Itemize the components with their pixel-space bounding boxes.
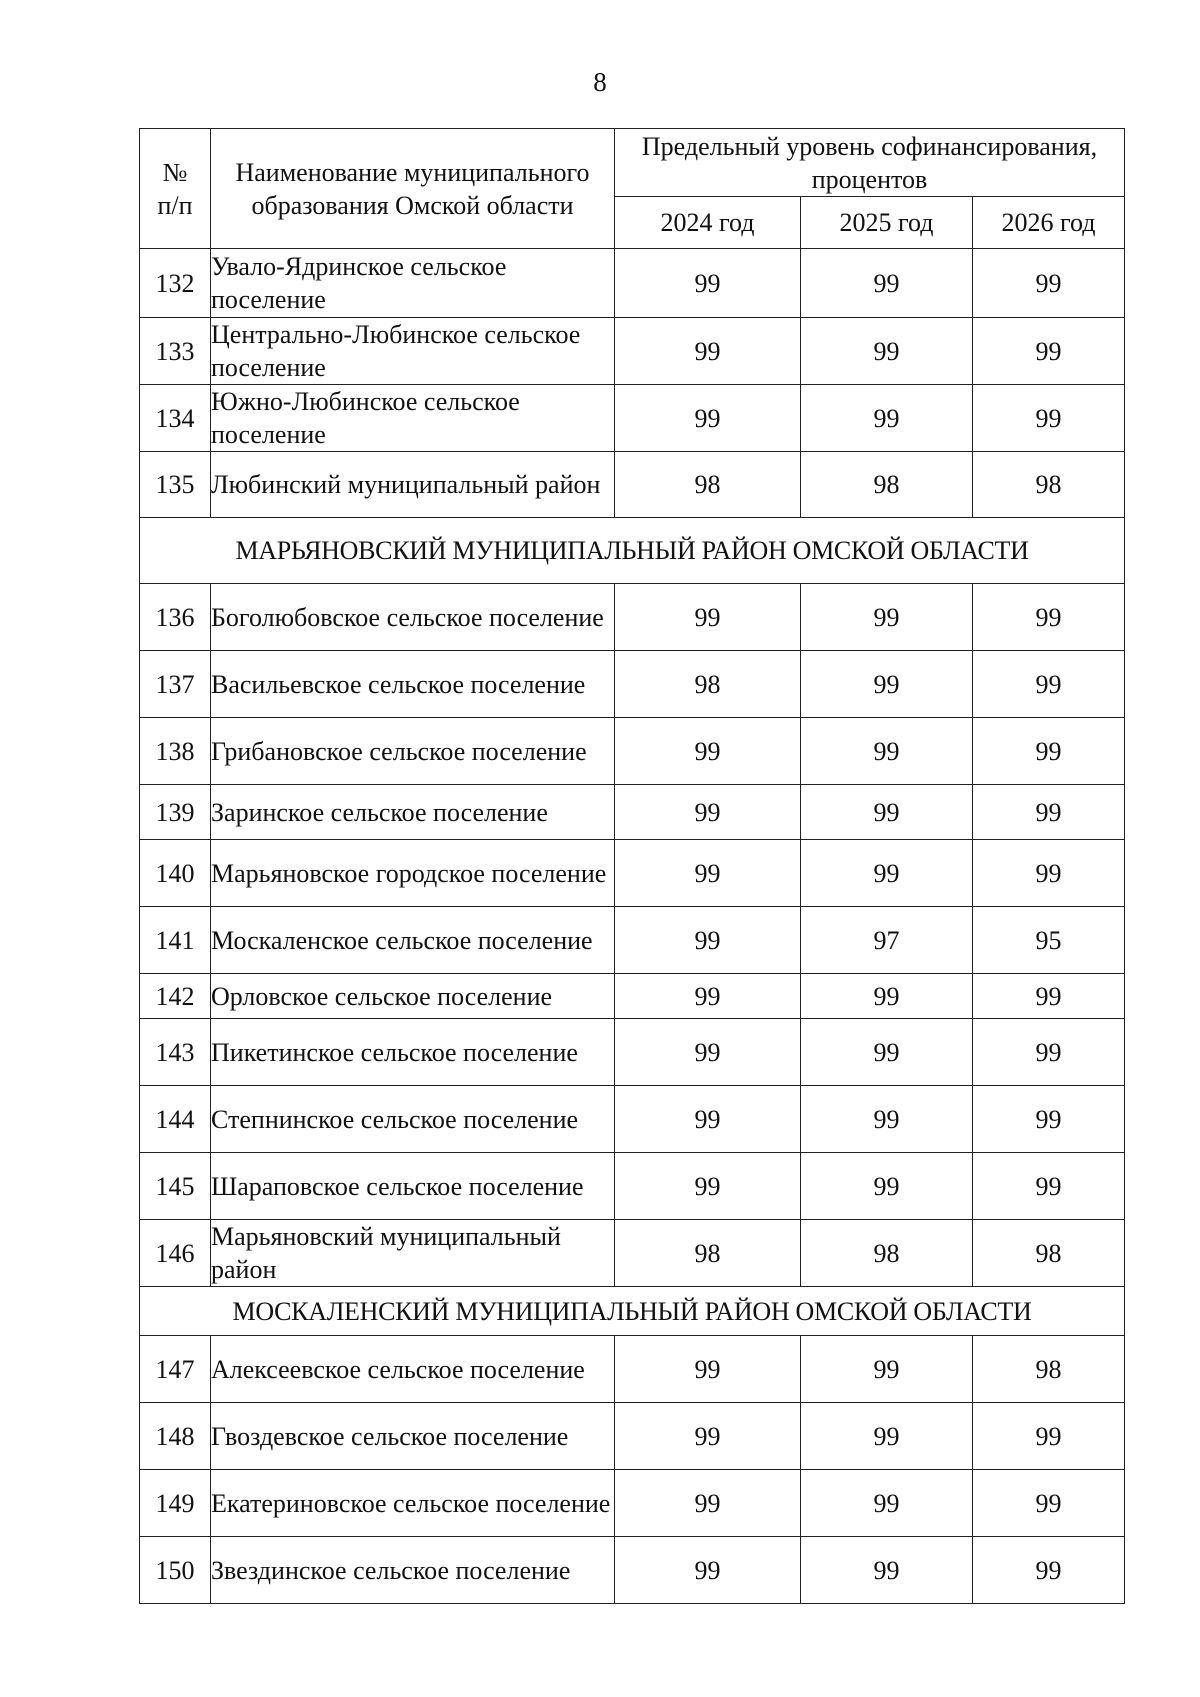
table-row: [140, 318, 1125, 385]
row-value-2025: 99: [801, 1086, 973, 1153]
row-number: 149: [140, 1470, 211, 1537]
section-title-marianovsky: МАРЬЯНОВСКИЙ МУНИЦИПАЛЬНЫЙ РАЙОН ОМСКОЙ ОБЛАСТИ: [140, 518, 1125, 584]
row-municipality-name: Шараповское сельское поселение: [211, 1153, 615, 1220]
cofinancing-table: [139, 128, 1125, 1604]
row-value-2026: 99: [973, 785, 1125, 840]
header-year-2025: 2025 год: [801, 197, 973, 249]
row-number: 134: [140, 385, 211, 452]
row-value-2024: 99: [615, 318, 801, 385]
row-value-2025: 99: [801, 1153, 973, 1220]
row-value-2026: 99: [973, 385, 1125, 452]
row-number: 145: [140, 1153, 211, 1220]
row-municipality-name: Заринское сельское поселение: [211, 785, 615, 840]
row-municipality-name: Екатериновское сельское поселение: [211, 1470, 615, 1537]
row-value-2026: 99: [973, 974, 1125, 1019]
table-row: [140, 1086, 1125, 1153]
row-value-2024: 99: [615, 785, 801, 840]
row-value-2026: 98: [973, 452, 1125, 518]
row-value-2026: 99: [973, 318, 1125, 385]
row-value-2026: 95: [973, 907, 1125, 974]
table-row: [140, 1470, 1125, 1537]
table-row: [140, 385, 1125, 452]
row-value-2024: 99: [615, 840, 801, 907]
row-value-2025: 99: [801, 1403, 973, 1470]
header-number-line1: №: [162, 157, 188, 187]
row-number: 147: [140, 1336, 211, 1403]
row-value-2024: 98: [615, 452, 801, 518]
row-municipality-name: Марьяновский муниципальный район: [211, 1220, 615, 1287]
row-value-2025: 99: [801, 840, 973, 907]
table-row: [140, 452, 1125, 518]
row-value-2024: 99: [615, 1336, 801, 1403]
table-row: [140, 1153, 1125, 1220]
row-value-2025: 99: [801, 1470, 973, 1537]
row-value-2025: 99: [801, 318, 973, 385]
row-value-2024: 99: [615, 1153, 801, 1220]
row-value-2025: 98: [801, 1220, 973, 1287]
table-row: [140, 1537, 1125, 1604]
header-name: Наименование муниципального образования Омской области: [211, 129, 615, 249]
row-number: 138: [140, 718, 211, 785]
row-value-2025: 99: [801, 1537, 973, 1604]
row-number: 135: [140, 452, 211, 518]
table-row: [140, 718, 1125, 785]
row-municipality-name: Гвоздевское сельское поселение: [211, 1403, 615, 1470]
table-row: [140, 840, 1125, 907]
header-year-2026: 2026 год: [973, 197, 1125, 249]
header-cofinancing-group: Предельный уровень софинансирования, процентов: [615, 129, 1125, 197]
table-row: [140, 249, 1125, 318]
row-value-2026: 99: [973, 840, 1125, 907]
row-number: 137: [140, 651, 211, 718]
section-row: [140, 1287, 1125, 1336]
row-municipality-name: Орловское сельское поселение: [211, 974, 615, 1019]
row-value-2026: 99: [973, 1153, 1125, 1220]
table-row: [140, 974, 1125, 1019]
row-value-2026: 99: [973, 1403, 1125, 1470]
row-municipality-name: Степнинское сельское поселение: [211, 1086, 615, 1153]
row-value-2026: 99: [973, 249, 1125, 318]
row-value-2026: 99: [973, 584, 1125, 651]
header-year-2024: 2024 год: [615, 197, 801, 249]
row-value-2025: 97: [801, 907, 973, 974]
row-value-2026: 99: [973, 1537, 1125, 1604]
table-row: [140, 1403, 1125, 1470]
table-row: [140, 651, 1125, 718]
row-number: 150: [140, 1537, 211, 1604]
row-number: 133: [140, 318, 211, 385]
row-value-2024: 98: [615, 651, 801, 718]
row-value-2025: 98: [801, 452, 973, 518]
row-municipality-name: Васильевское сельское поселение: [211, 651, 615, 718]
table-row: [140, 1336, 1125, 1403]
row-municipality-name: Марьяновское городское поселение: [211, 840, 615, 907]
table-row: [140, 1019, 1125, 1086]
row-value-2024: 99: [615, 385, 801, 452]
row-municipality-name: Звездинское сельское поселение: [211, 1537, 615, 1604]
row-municipality-name: Любинский муниципальный район: [211, 452, 615, 518]
row-value-2024: 99: [615, 1403, 801, 1470]
header-number-line2: п/п: [157, 190, 193, 220]
row-value-2024: 99: [615, 1470, 801, 1537]
row-value-2024: 98: [615, 1220, 801, 1287]
row-municipality-name: Пикетинское сельское поселение: [211, 1019, 615, 1086]
table-row: [140, 785, 1125, 840]
row-number: 140: [140, 840, 211, 907]
row-number: 148: [140, 1403, 211, 1470]
row-municipality-name: Увало-Ядринское сельское поселение: [211, 249, 615, 318]
page-number: 8: [593, 67, 607, 97]
row-value-2026: 99: [973, 1086, 1125, 1153]
table-header: [140, 129, 1125, 249]
table-row: [140, 584, 1125, 651]
row-number: 142: [140, 974, 211, 1019]
row-value-2025: 99: [801, 1336, 973, 1403]
section-row: [140, 518, 1125, 584]
row-value-2024: 99: [615, 249, 801, 318]
row-value-2025: 99: [801, 1019, 973, 1086]
row-municipality-name: Алексеевское сельское поселение: [211, 1336, 615, 1403]
row-value-2026: 98: [973, 1220, 1125, 1287]
row-value-2024: 99: [615, 907, 801, 974]
row-value-2025: 99: [801, 651, 973, 718]
row-number: 136: [140, 584, 211, 651]
row-municipality-name: Москаленское сельское поселение: [211, 907, 615, 974]
row-value-2025: 99: [801, 249, 973, 318]
row-value-2025: 99: [801, 385, 973, 452]
row-number: 146: [140, 1220, 211, 1287]
row-value-2026: 99: [973, 1019, 1125, 1086]
row-value-2025: 99: [801, 974, 973, 1019]
row-value-2024: 99: [615, 1019, 801, 1086]
row-number: 132: [140, 249, 211, 318]
row-number: 143: [140, 1019, 211, 1086]
row-municipality-name: Боголюбовское сельское поселение: [211, 584, 615, 651]
header-number: [140, 129, 211, 249]
row-number: 141: [140, 907, 211, 974]
section-title-moskalensky: МОСКАЛЕНСКИЙ МУНИЦИПАЛЬНЫЙ РАЙОН ОМСКОЙ ОБЛАСТИ: [140, 1287, 1125, 1336]
row-value-2024: 99: [615, 1537, 801, 1604]
row-municipality-name: Грибановское сельское поселение: [211, 718, 615, 785]
table-row: [140, 1220, 1125, 1287]
table-body: [140, 249, 1125, 1604]
row-municipality-name: Центрально-Любинское сельское поселение: [211, 318, 615, 385]
row-value-2025: 99: [801, 584, 973, 651]
row-value-2025: 99: [801, 718, 973, 785]
row-value-2024: 99: [615, 1086, 801, 1153]
row-value-2024: 99: [615, 974, 801, 1019]
table-row: [140, 907, 1125, 974]
row-municipality-name: Южно-Любинское сельское поселение: [211, 385, 615, 452]
row-number: 139: [140, 785, 211, 840]
row-value-2026: 99: [973, 718, 1125, 785]
row-value-2024: 99: [615, 584, 801, 651]
row-value-2026: 99: [973, 651, 1125, 718]
row-value-2024: 99: [615, 718, 801, 785]
row-number: 144: [140, 1086, 211, 1153]
row-value-2026: 99: [973, 1470, 1125, 1537]
row-value-2025: 99: [801, 785, 973, 840]
row-value-2026: 98: [973, 1336, 1125, 1403]
